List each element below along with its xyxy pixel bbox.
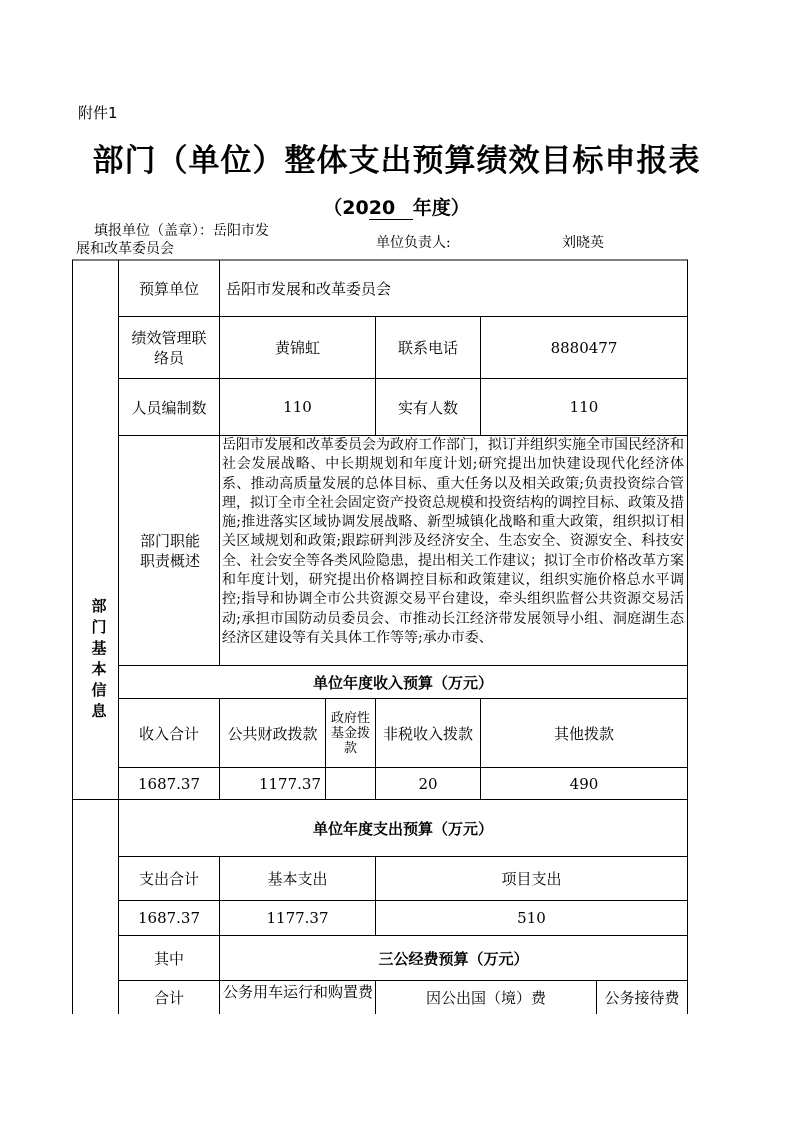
expense-project-value: 510 <box>517 909 546 927</box>
expense-header-basic: 基本支出 <box>267 870 328 888</box>
side-label-dept-basic-info <box>84 596 114 722</box>
expense-basic-value: 1177.37 <box>266 909 329 927</box>
side-char: 基 <box>91 639 107 657</box>
three-public-header-vehicle: 公务用车运行和购置费 <box>222 983 373 1001</box>
of-which-label: 其中 <box>153 949 184 968</box>
contact-value: 黄锦虹 <box>274 339 320 357</box>
attachment-label: 附件1 <box>78 104 118 122</box>
staff-quota-label: 人员编制数 <box>131 398 207 417</box>
actual-staff-label: 实有人数 <box>397 398 458 417</box>
income-header-total: 收入合计 <box>138 724 199 743</box>
phone-value: 8880477 <box>550 338 618 357</box>
phone-label: 联系电话 <box>397 339 458 357</box>
income-public-finance-value: 1177.37 <box>258 774 321 793</box>
contact-label: 绩效管理联络员 <box>131 328 207 367</box>
actual-staff-value: 110 <box>569 398 599 416</box>
fill-unit-line2: 展和改革委员会 <box>76 241 174 257</box>
year-value: 20 <box>369 197 413 220</box>
income-header-non-tax: 非税收入拨款 <box>382 724 473 743</box>
responsible-label: 单位负责人: <box>376 235 451 251</box>
budget-unit-value: 岳阳市发展和改革委员会 <box>226 280 392 298</box>
budget-unit-label: 预算单位 <box>138 280 199 298</box>
side-char: 门 <box>91 618 107 636</box>
side-char: 部 <box>91 597 107 615</box>
income-header-gov-fund: 政府性基金拨款 <box>330 710 370 756</box>
three-public-header-overseas: 因公出国（境）费 <box>425 989 546 1007</box>
side-char: 本 <box>91 660 107 678</box>
income-gov-fund-value <box>326 768 375 799</box>
expense-header-total: 支出合计 <box>138 870 199 888</box>
side-char: 息 <box>91 702 107 720</box>
income-non-tax-value: 20 <box>418 774 438 793</box>
income-total-value: 1687.37 <box>137 774 201 793</box>
staff-quota-value: 110 <box>283 398 312 416</box>
fill-unit-label <box>76 222 321 258</box>
expense-total-value: 1687.37 <box>137 909 201 927</box>
duty-description: 岳阳市发展和改革委员会为政府工作部门，拟订并组织实施全市国民经济和社会发展战略、中长期规划和年度计划;研究提出加快建设现代化经济体系、推动高质量发展的总体目标、重大任务以及相关政策;负责投资综合管理，拟订全市全社会固定资产投资总规模和投资结构的调控目标、政策及措施;推进落实区域协调发展战略、新型城镇化战略和重大政策，组织拟订相关区域规划和政策;跟踪研判涉及经济安全、生态安全、资源安全、科技安全、社会安全等各类风险隐患，提出相关工作建议；拟订全市价格改革方案和年度计划，研究提出价格调控目标和政策建议，组织实施价格总水平调控;指导和协调全市公共资源交易平台建设，牵头组织监督公共资源交易活动;承担市国防动员委员会、市推动长江经济带发展领导小组、洞庭湖生态经济区建设等有关具体工作等等;承办市委、 <box>222 437 684 646</box>
side-char: 信 <box>91 681 107 699</box>
year-suffix: 年度） <box>412 197 470 219</box>
expense-section-title: 单位年度支出预算（万元） <box>312 819 493 838</box>
responsible-name: 刘晓英 <box>562 235 604 251</box>
year-line <box>0 193 793 220</box>
three-public-header-total: 合计 <box>153 989 184 1007</box>
page-title: 部门（单位）整体支出预算绩效目标申报表 <box>92 143 701 179</box>
fill-unit-line1: 填报单位（盖章）：岳阳市发 <box>94 223 269 239</box>
income-section-title: 单位年度收入预算（万元） <box>312 673 493 692</box>
income-header-public-finance: 公共财政拨款 <box>227 724 318 743</box>
income-other-value: 490 <box>569 774 599 793</box>
year-prefix: （20 <box>323 197 369 219</box>
three-public-section-title: 三公经费预算（万元） <box>378 949 529 968</box>
income-header-other: 其他拨款 <box>553 724 614 743</box>
three-public-header-reception: 公务接待费 <box>604 989 680 1007</box>
duty-label: 部门职能职责概述 <box>139 531 200 570</box>
expense-header-project: 项目支出 <box>501 870 562 888</box>
